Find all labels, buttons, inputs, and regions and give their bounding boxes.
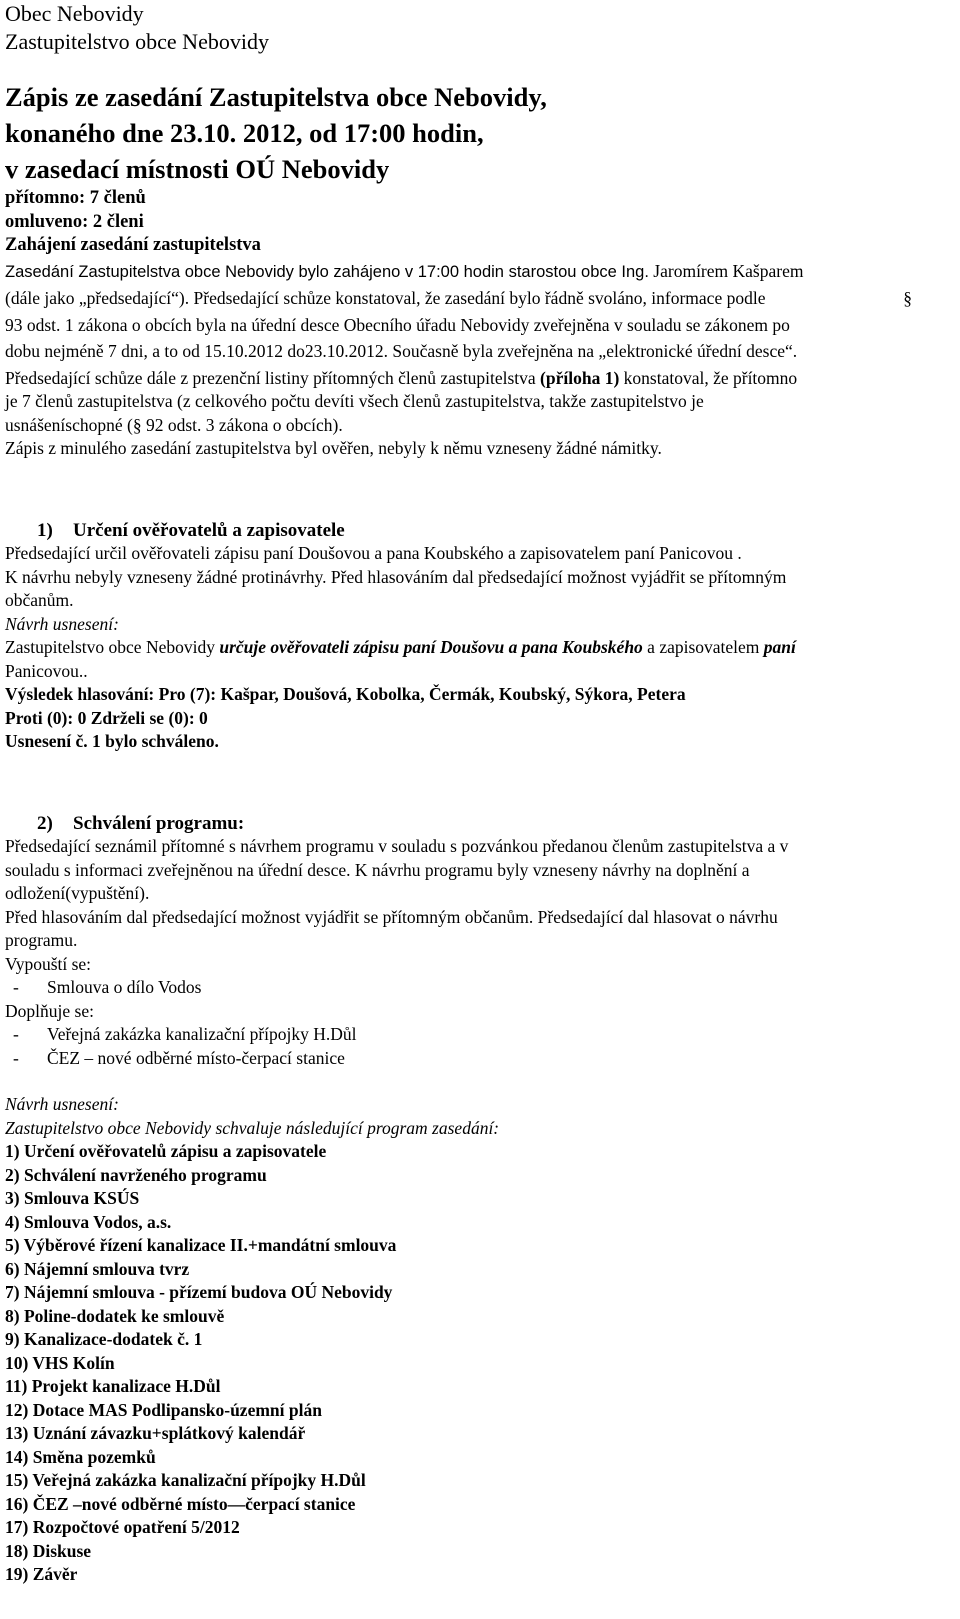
intro-paragraph (5, 260, 940, 461)
section-1-text-2a: K návrhu nebyly vzneseny žádné protinávrhy. Před hlasováním dal předsedající možnost vyjádřit se přítomným (5, 566, 787, 587)
section-1-vote: Výsledek hlasování: Pro (7): Kašpar, Doušová, Kobolka, Čermák, Koubský, Sýkora, Petera (5, 684, 686, 704)
section-1 (5, 519, 940, 754)
section-2 (5, 812, 940, 1587)
intro-line-7: usnášeníschopné (§ 92 odst. 3 zákona o obcích). (5, 414, 343, 435)
section-1-resolution: Zastupitelstvo obce Nebovidy určuje ověřovateli zápisu paní Doušovu a pana Koubského a zapisovatelem paní (5, 637, 796, 657)
title-line-3: v zasedací místnosti OÚ Nebovidy (5, 154, 390, 184)
program-item: 11) Projekt kanalizace H.Důl (5, 1376, 221, 1396)
program-item: 13) Uznání závazku+splátkový kalendář (5, 1423, 306, 1443)
program-item: 16) ČEZ –nové odběrné místo—čerpací stanice (5, 1493, 356, 1514)
section-1-text-2b: občanům. (5, 590, 74, 610)
program-item: 3) Smlouva KSÚS (5, 1188, 140, 1208)
intro-line-4: dobu nejméně 7 dni, a to od 15.10.2012 do23.10.2012. Současně byla zveřejněna na „elektronické úřední desce“. (5, 341, 798, 361)
program-item: 14) Směna pozemků (5, 1446, 156, 1467)
letterhead (5, 0, 940, 56)
program-item: 12) Dotace MAS Podlipansko-územní plán (5, 1399, 322, 1420)
municipality-name: Obec Nebovidy (5, 1, 144, 26)
section-2-proposal-label: Návrh usnesení: (5, 1094, 119, 1114)
program-item: 4) Smlouva Vodos, a.s. (5, 1211, 172, 1232)
program-list (5, 1140, 940, 1587)
title-line-2: konaného dne 23.10. 2012, od 17:00 hodin, (5, 118, 484, 148)
program-item: 7) Nájemní smlouva - přízemí budova OÚ Nebovidy (5, 1282, 393, 1302)
intro-line-2: (dále jako „předsedající“). Předsedající schůze konstatoval, že zasedání bylo řádně svoláno, informace podle § (5, 288, 912, 308)
program-item: 10) VHS Kolín (5, 1352, 115, 1373)
section-2-resolution: Zastupitelstvo obce Nebovidy schvaluje následující program zasedání: (5, 1117, 500, 1138)
section-2-text-2b: programu. (5, 930, 78, 950)
add-item: - ČEZ – nové odběrné místo-čerpací stanice (13, 1047, 345, 1068)
section-2-text-2a: Před hlasováním dal předsedající možnost vyjádřit se přítomným občanům. Předsedající dal hlasovat o návrhu (5, 906, 778, 927)
program-item: 17) Rozpočtové opatření 5/2012 (5, 1517, 240, 1537)
program-item: 8) Poline-dodatek ke smlouvě (5, 1305, 225, 1326)
attendance-excused: omluveno: 2 členi (5, 211, 144, 232)
add-item: - Veřejná zakázka kanalizační přípojky H.Důl (13, 1024, 357, 1044)
intro-line-3: 93 odst. 1 zákona o obcích byla na úřední desce Obecního úřadu Nebovidy zveřejněna v souladu se zákonem po (5, 314, 790, 335)
minutes-title-block (5, 79, 940, 258)
section-2-text-1b: souladu s informaci zveřejněnou na úřední desce. K návrhu programu byly vzneseny návrhy na doplnění a (5, 859, 750, 880)
program-item: 15) Veřejná zakázka kanalizační přípojky H.Důl (5, 1470, 366, 1490)
intro-line-5: Předsedající schůze dále z prezenční listiny přítomných členů zastupitelstva (příloha 1) konstatoval, že přítomno (5, 367, 798, 388)
section-1-text-1: Předsedající určil ověřovateli zápisu paní Doušovou a pana Koubského a zapisovatelem paní Panicovou . (5, 543, 742, 563)
section-2-text-1c: odložení(vypuštění). (5, 883, 150, 903)
intro-line-1: Zasedání Zastupitelstva obce Nebovidy bylo zahájeno v 17:00 hodin starostou obce Ing. Jaromírem Kašparem (5, 260, 804, 281)
intro-line-8: Zápis z minulého zasedání zastupitelstva byl ověřen, nebyly k němu vzneseny žádné námitky. (5, 438, 662, 458)
program-item: 5) Výběrové řízení kanalizace II.+mandátní smlouva (5, 1235, 397, 1255)
program-item: 2) Schválení navrženého programu (5, 1164, 267, 1185)
council-name: Zastupitelstvo obce Nebovidy (5, 29, 269, 54)
title-line-1: Zápis ze zasedání Zastupitelstva obce Nebovidy, (5, 82, 547, 112)
omit-label: Vypouští se: (5, 953, 92, 974)
section-1-vote-against: Proti (0): 0 Zdrželi se (0): 0 (5, 707, 208, 728)
opening-heading: Zahájení zasedání zastupitelstva (5, 235, 261, 255)
program-item: 18) Diskuse (5, 1540, 92, 1561)
document-page (5, 0, 940, 1587)
section-1-proposal-label: Návrh usnesení: (5, 613, 119, 634)
add-label: Doplňuje se: (5, 1000, 94, 1021)
intro-line-6: je 7 členů zastupitelstva (z celkového počtu devíti všech členů zastupitelstva, takže zastupitelstvo je (5, 391, 704, 411)
section-1-heading: 1) Určení ověřovatelů a zapisovatele (37, 519, 345, 541)
program-item: 19) Závěr (5, 1564, 78, 1584)
section-2-text-1a: Předsedající seznámil přítomné s návrhem programu v souladu s pozvánkou předanou členům zastupitelstva a v (5, 836, 789, 856)
program-item: 6) Nájemní smlouva tvrz (5, 1258, 190, 1279)
attendance-present: přítomno: 7 členů (5, 188, 146, 208)
section-1-result: Usnesení č. 1 bylo schváleno. (5, 731, 219, 751)
omit-item: - Smlouva o dílo Vodos (13, 977, 202, 997)
program-item: 9) Kanalizace-dodatek č. 1 (5, 1329, 203, 1349)
section-1-resolution-end: Panicovou.. (5, 660, 88, 681)
program-item: 1) Určení ověřovatelů zápisu a zapisovatele (5, 1141, 327, 1161)
section-2-heading: 2) Schválení programu: (37, 812, 245, 834)
